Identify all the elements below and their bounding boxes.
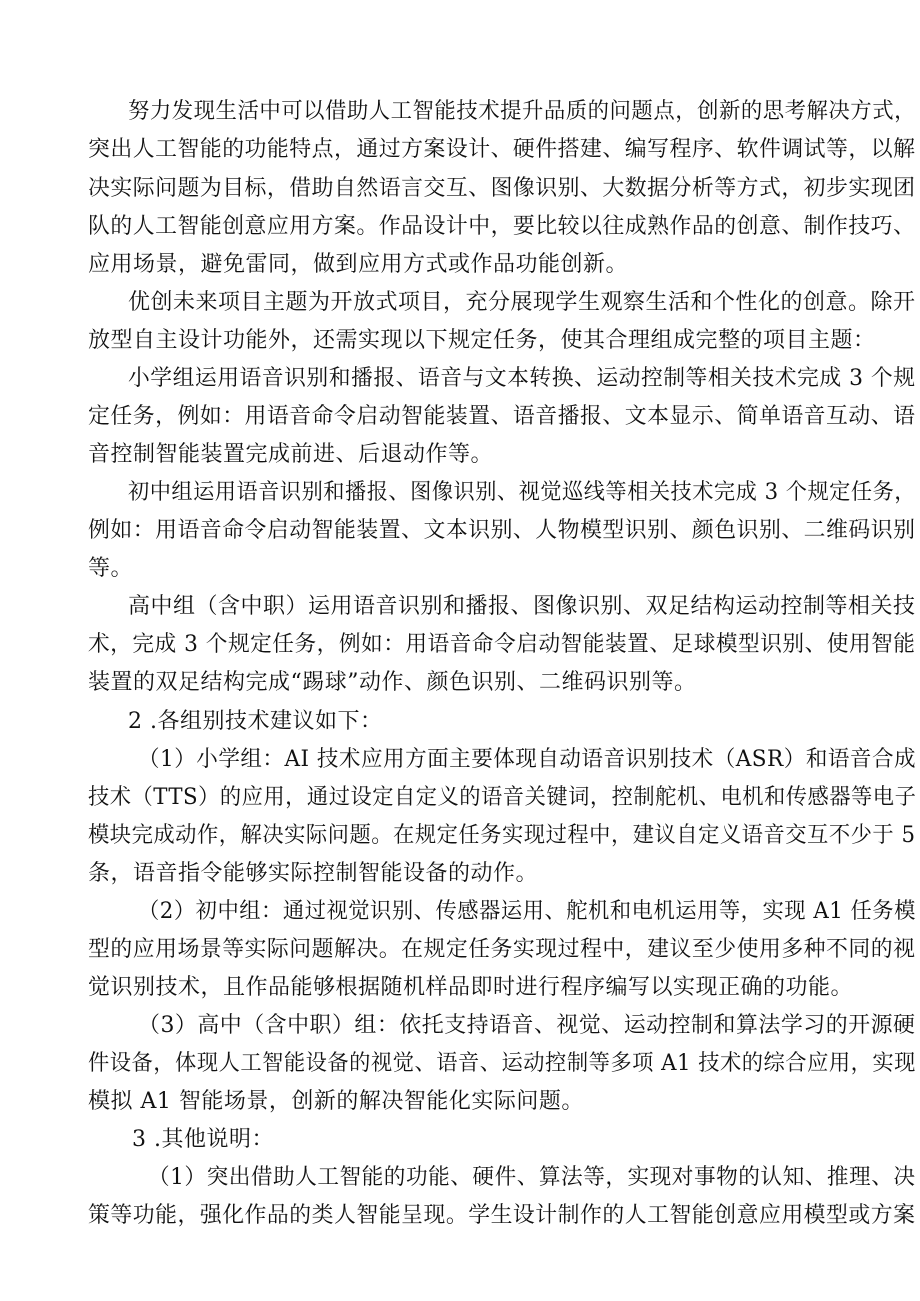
text-line: 条，语音指令能够实际控制智能设备的动作。 bbox=[88, 861, 539, 886]
text-line: 高中组（含中职）运用语音识别和播报、图像识别、双足结构运动控制等相关技 bbox=[128, 594, 916, 619]
text-line: 等。 bbox=[88, 556, 134, 581]
text-line: 觉识别技术，且作品能够根据随机样品即时进行程序编写以实现正确的功能。 bbox=[88, 975, 854, 1000]
text-line: 型的应用场景等实际问题解决。在规定任务实现过程中，建议至少使用多种不同的视 bbox=[88, 937, 916, 962]
text-line: 努力发现生活中可以借助人工智能技术提升品质的问题点，创新的思考解决方式， bbox=[128, 99, 916, 124]
text-line: 决实际问题为目标，借助自然语言交互、图像识别、大数据分析等方式，初步实现团 bbox=[88, 176, 916, 201]
section-heading: 3 .其他说明： bbox=[132, 1127, 274, 1152]
text-line: 队的人工智能创意应用方案。作品设计中，要比较以往成熟作品的创意、制作技巧、 bbox=[88, 214, 916, 239]
text-line: （1）小学组：AI 技术应用方面主要体现自动语音识别技术（ASR）和语音合成 bbox=[138, 747, 917, 772]
text-line: 模块完成动作，解决实际问题。在规定任务实现过程中，建议自定义语音交互不少于 5 bbox=[88, 823, 916, 848]
text-line: （1）突出借助人工智能的功能、硬件、算法等，实现对事物的认知、推理、决 bbox=[148, 1165, 916, 1190]
text-line: （3）高中（含中职）组：依托支持语音、视觉、运动控制和算法学习的开源硬 bbox=[138, 1013, 916, 1038]
text-line: 策等功能，强化作品的类人智能呈现。学生设计制作的人工智能创意应用模型或方案 bbox=[88, 1203, 916, 1228]
text-line: 音控制智能装置完成前进、后退动作等。 bbox=[88, 442, 494, 467]
text-line: 例如：用语音命令启动智能装置、文本识别、人物模型识别、颜色识别、二维码识别 bbox=[88, 518, 916, 543]
text-line: 初中组运用语音识别和播报、图像识别、视觉巡线等相关技术完成 3 个规定任务， bbox=[128, 480, 916, 505]
text-line: 放型自主设计功能外，还需实现以下规定任务，使其合理组成完整的项目主题： bbox=[88, 328, 876, 353]
text-line: 优创未来项目主题为开放式项目，充分展现学生观察生活和个性化的创意。除开 bbox=[128, 290, 916, 315]
text-line: 件设备，体现人工智能设备的视觉、语音、运动控制等多项 A1 技术的综合应用，实现 bbox=[88, 1051, 916, 1076]
text-line: （2）初中组：通过视觉识别、传感器运用、舵机和电机运用等，实现 A1 任务模 bbox=[138, 899, 916, 924]
text-line: 突出人工智能的功能特点，通过方案设计、硬件搭建、编写程序、软件调试等，以解 bbox=[88, 137, 916, 162]
text-line: 小学组运用语音识别和播报、语音与文本转换、运动控制等相关技术完成 3 个规 bbox=[128, 366, 916, 391]
text-line: 应用场景，避免雷同，做到应用方式或作品功能创新。 bbox=[88, 252, 629, 277]
section-heading: 2 .各组别技术建议如下： bbox=[128, 709, 383, 734]
text-line: 技术（TTS）的应用，通过设定自定义的语音关键词，控制舵机、电机和传感器等电子 bbox=[88, 785, 917, 810]
text-line: 术，完成 3 个规定任务，例如：用语音命令启动智能装置、足球模型识别、使用智能 bbox=[88, 632, 916, 657]
text-line: 装置的双足结构完成“踢球”动作、颜色识别、二维码识别等。 bbox=[88, 670, 697, 695]
text-line: 定任务，例如：用语音命令启动智能装置、语音播报、文本显示、简单语音互动、语 bbox=[88, 404, 916, 429]
text-line: 模拟 A1 智能场景，创新的解决智能化实际问题。 bbox=[88, 1089, 584, 1114]
